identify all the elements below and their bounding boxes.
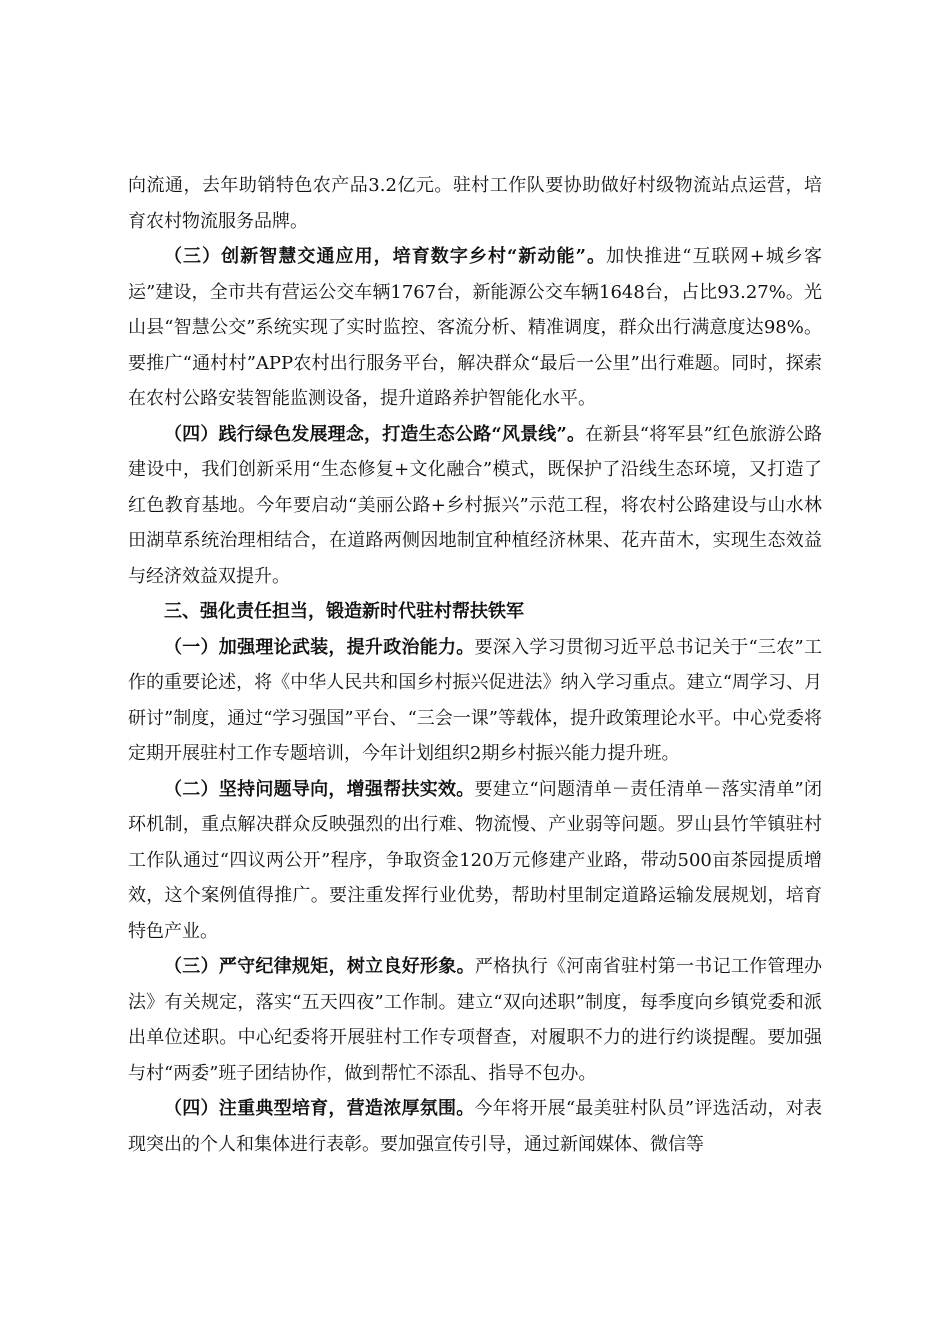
item-body: 要深入学习贯彻习近平总书记关于“三农”工作的重要论述，将《中华人民共和国乡村振兴促进法》纳入学习重点。建立“周学习、月研讨”制度，通过“学习强国”平台、“三会一课”等载体，提升政策理论水平。中心党委将定期开展驻村工作专题培训，今年计划组织2期乡村振兴能力提升班。 [128,636,823,764]
section-3-item-4 [128,1091,822,1162]
item-lead: （四）践行绿色发展理念，打造生态公路“风景线”。 [164,423,586,445]
item-lead: （二）坚持问题导向，增强帮扶实效。 [164,778,475,800]
section-3-item-1 [128,630,822,772]
item-body: 严格执行《河南省驻村第一书记工作管理办法》有关规定，落实“五天四夜”工作制。建立“双向述职”制度，每季度向乡镇党委和派出单位述职。中心纪委将开展驻村工作专项督查，对履职不力的进行约谈提醒。要加强与村“两委”班子团结协作，做到帮忙不添乱、指导不包办。 [128,956,823,1084]
section-3-item-2 [128,772,822,950]
item-body: 要建立“问题清单－责任清单－落实清单”闭环机制，重点解决群众反映强烈的出行难、物流慢、产业弱等问题。罗山县竹竿镇驻村工作队通过“四议两公开”程序，争取资金120万元修建产业路，带动500亩茶园提质增效，这个案例值得推广。要注重发挥行业优势，帮助村里制定道路运输发展规划，培育特色产业。 [128,778,822,942]
item-lead: （三）严守纪律规矩，树立良好形象。 [164,956,475,977]
section-3-item-3 [128,949,822,1091]
item-lead: （一）加强理论武装，提升政治能力。 [164,636,475,658]
section-2-item-4 [128,417,822,595]
item-lead: （三）创新智慧交通应用，培育数字乡村“新动能”。 [164,246,607,267]
item-lead: （四）注重典型培育，营造浓厚氛围。 [164,1098,475,1119]
section-3-heading: 三、强化责任担当，锻造新时代驻村帮扶铁军 [164,601,524,622]
section-2-item-3 [128,239,822,417]
item-body: 加快推进“互联网+城乡客运”建设，全市共有营运公交车辆1767台，新能源公交车辆1648台，占比93.27%。光山县“智慧公交”系统实现了实时监控、客流分析、精准调度，群众出行满意度达98%。要推广“通村村”APP农村出行服务平台，解决群众“最后一公里”出行难题。同时，探索在农村公路安装智能监测设备，提升道路养护智能化水平。 [128,246,822,409]
item-body: 今年将开展“最美驻村队员”评选活动，对表现突出的个人和集体进行表彰。要加强宣传引导，通过新闻媒体、微信等 [128,1098,822,1155]
continuation-paragraph: 向流通，去年助销特色农产品3.2亿元。驻村工作队要协助做好村级物流站点运营，培育农村物流服务品牌。 [128,175,822,232]
item-body: 在新县“将军县”红色旅游公路建设中，我们创新采用“生态修复+文化融合”模式，既保护了沿线生态环境，又打造了红色教育基地。今年要启动“美丽公路+乡村振兴”示范工程，将农村公路建设与山水林田湖草系统治理相结合，在道路两侧因地制宜种植经济林果、花卉苗木，实现生态效益与经济效益双提升。 [128,423,822,587]
